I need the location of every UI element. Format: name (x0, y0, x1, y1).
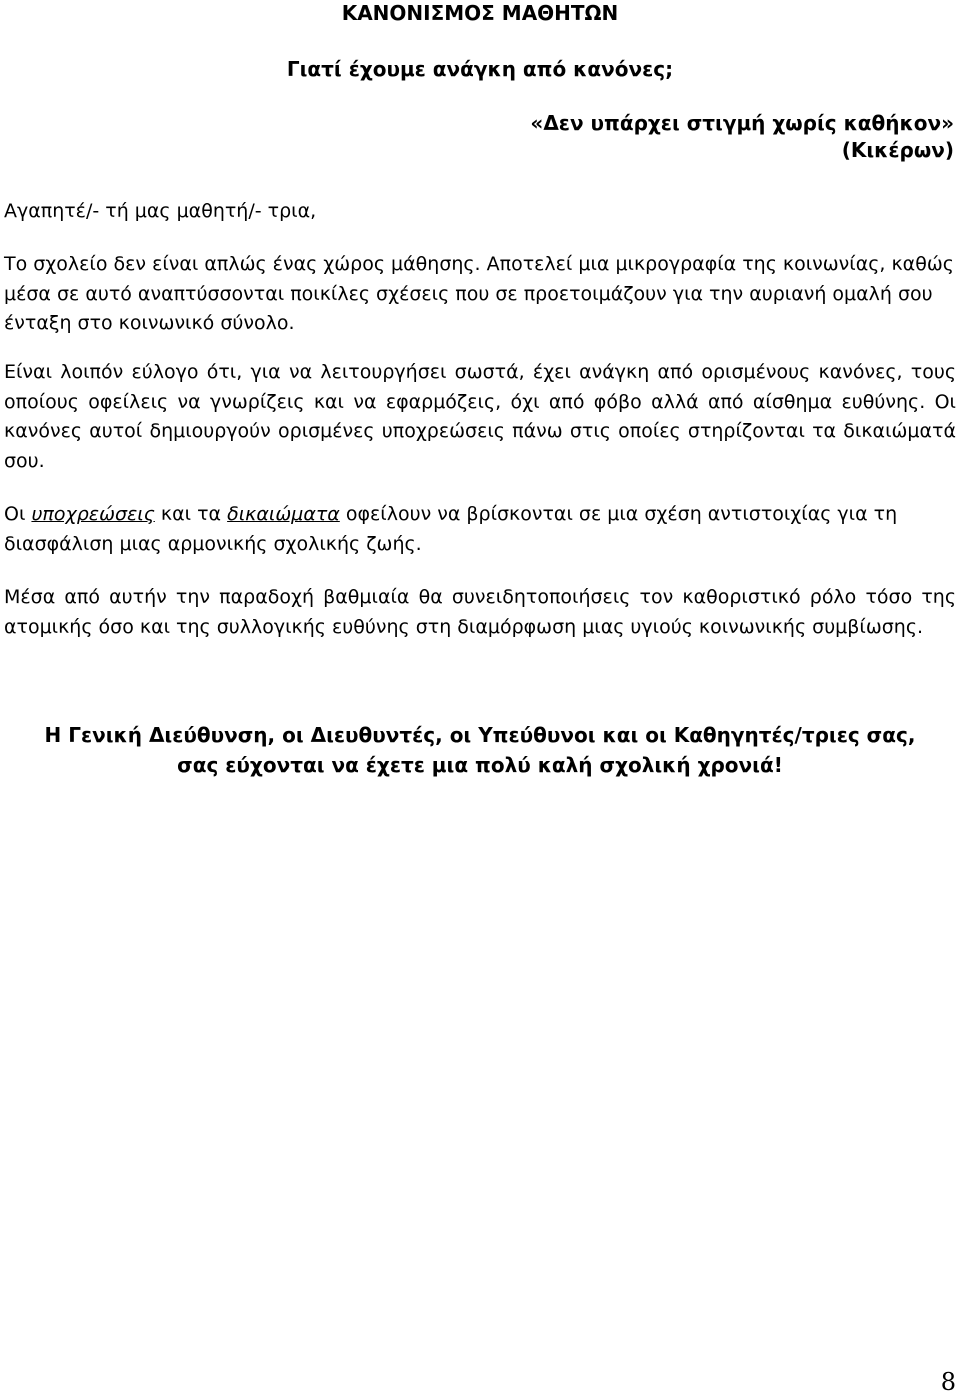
paragraph-3-part-2: και τα (154, 503, 228, 525)
paragraph-3-part-3: οφείλουν να βρίσκονται σε μια σχέση αντιστοιχίας για τη διασφάλιση μιας αρμονικής σχολικής ζωής. (4, 503, 898, 555)
greeting: Αγαπητέ/- τή μας μαθητή/- τρια, (4, 200, 317, 222)
closing-line-2: σας εύχονται να έχετε μια πολύ καλή σχολική χρονιά! (177, 753, 783, 777)
closing-signature (0, 720, 960, 780)
page-number: 8 (940, 1368, 956, 1396)
paragraph-4: Μέσα από αυτήν την παραδοχή βαθμιαία θα συνειδητοποιήσεις τον καθοριστικό ρόλο τόσο της ατομικής όσο και της συλλογικής ευθύνης στη διαμόρφωση μιας υγιούς κοινωνικής συμβίωσης. (4, 586, 956, 638)
document-title: ΚΑΝΟΝΙΣΜΟΣ ΜΑΘΗΤΩΝ (341, 1, 619, 25)
quote-text: «Δεν υπάρχει στιγμή χωρίς καθήκον» (530, 111, 954, 135)
closing-line-1: Η Γενική Διεύθυνση, οι Διευθυντές, οι Υπεύθυνοι και οι Καθηγητές/τριες σας, (44, 723, 916, 747)
paragraph-3-part-1: Οι (4, 503, 32, 525)
rights-emphasis: δικαιώματα (227, 503, 340, 525)
epigraph-quote (254, 110, 954, 164)
document-subtitle: Γιατί έχουμε ανάγκη από κανόνες; (286, 57, 674, 81)
paragraph-1: Το σχολείο δεν είναι απλώς ένας χώρος μάθησης. Αποτελεί μια μικρογραφία της κοινωνίας, καθώς μέσα σε αυτό αναπτύσσονται ποικίλες σχέσεις που σε προετοιμάζουν για την αυριανή ομαλή σου ένταξη στο κοινωνικό σύνολο. (4, 253, 954, 334)
paragraph-3 (4, 500, 956, 559)
paragraph-2: Είναι λοιπόν εύλογο ότι, για να λειτουργήσει σωστά, έχει ανάγκη από ορισμένους κανόνες, τους οποίους οφείλεις να γνωρίζεις και να εφαρμόζεις, όχι από φόβο αλλά από αίσθημα ευθύνης. Οι κανόνες αυτοί δημιουργούν ορισμένες υποχρεώσεις πάνω στις οποίες στηρίζονται τα δικαιώματά σου. (4, 361, 956, 472)
obligations-emphasis: υποχρεώσεις (31, 503, 155, 525)
quote-author: (Κικέρων) (841, 138, 954, 162)
